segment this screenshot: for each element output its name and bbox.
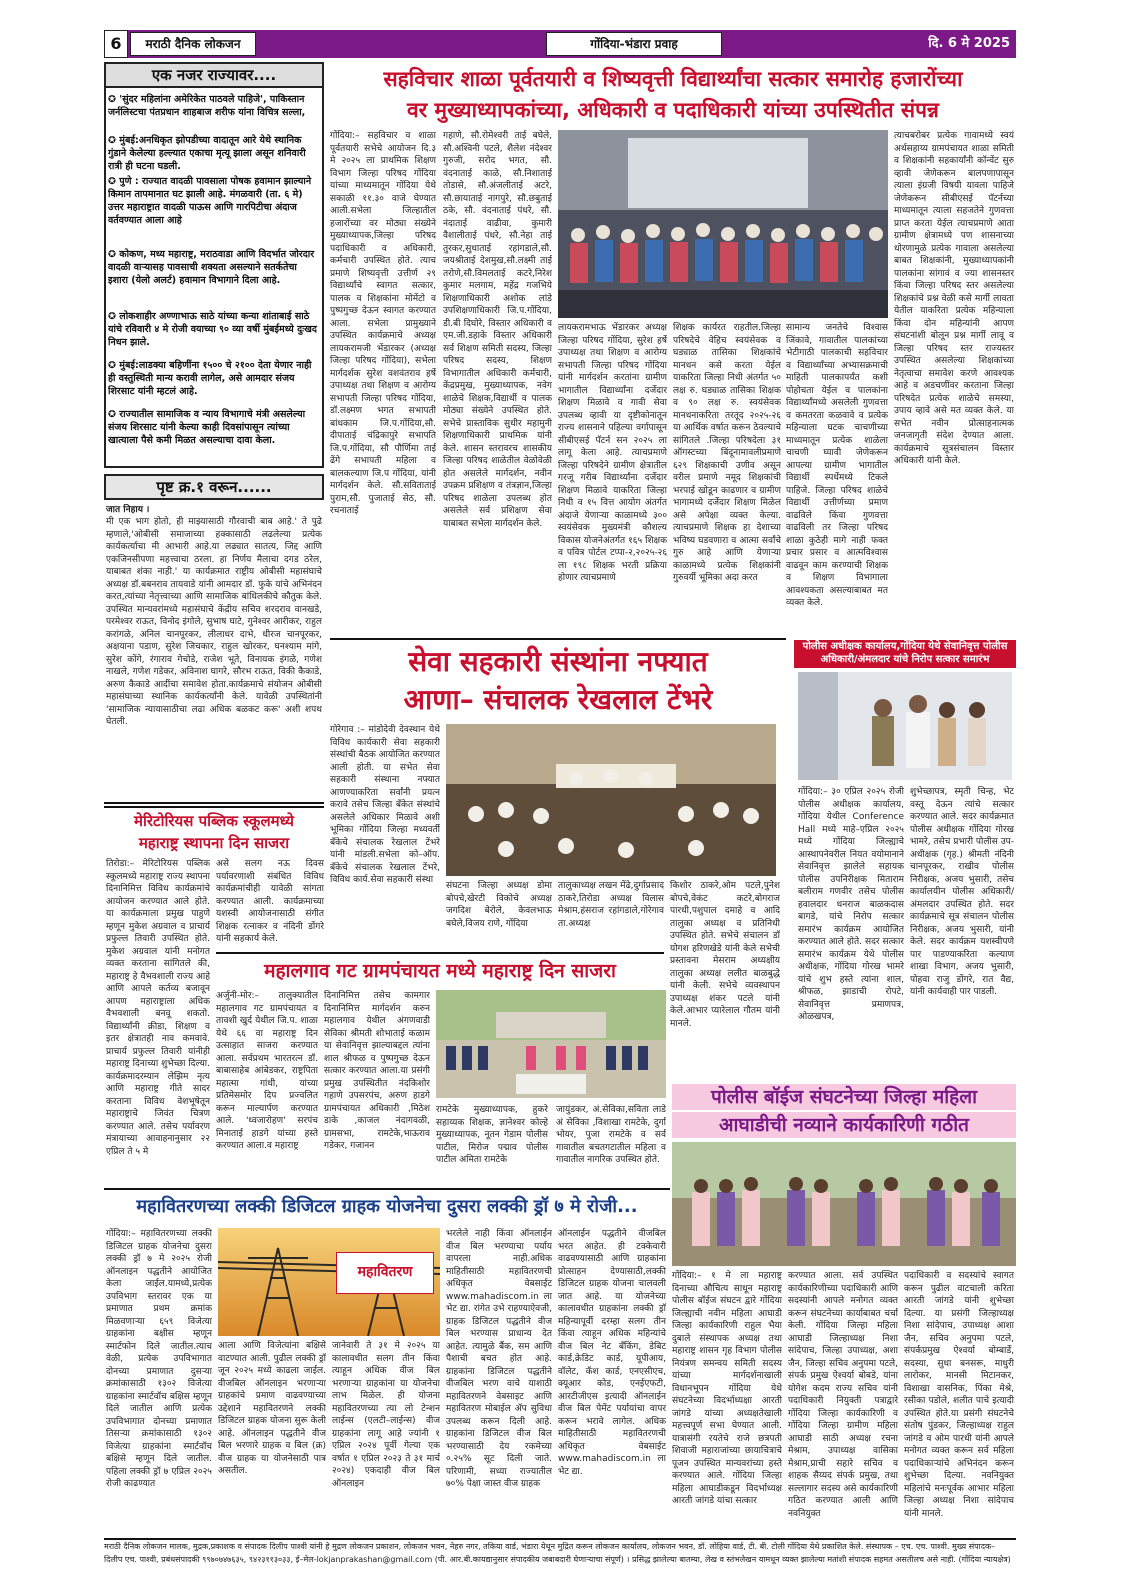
cooperative-story-column: किशोर ठाकरे,ओम पटले,पुनेश बोपचे,वेकंट कटरे,बोगराज पारधी,पशुपाल दमाहे व आदि तालुका अध्यक्ष व प्रतिनिधी उपस्थित होते. सभेचे संचालन डॉ योगश हरिणखेडे यांनी केले सभेची प्रस्तावना मेसराम अध्यक्षीय तालुका अध्यक्ष ललीत बाळबुद्धे यांनी केली. सभेचे व्यवस्थापन उपाध्यक्ष शंकर पटले यांनी केले.आभार प्यारेलाल गौतम यांनी मानले. xyxy=(670,881,780,1029)
main-story-column: गहाणे, सौ.रोमेश्वरी ताई बघेले, सौ.अश्विनी पटले, शैलेश नंदेश्वर गुरुजी, सरोद भगत, सौ. वंदनाताई काळे, सौ.निशाताई तोडासे, सौ.अंजलीताई अटरे, सौ.छायाताई नागपुरे, सौ.छबुताई ठके, सौ. वंदनाताई पंधरे, सौ. नंदाताई वाढीवा, कुमारी वैशालीताई पंधरे, सौ.नेहा ताई तुरकर,सुधाताई रहांगडाले,सौ. जयश्रीताई देशमुख,सौ.लक्ष्मी ताई तरोणे,सौ.विमलताई कटरे,निरेश कुमार मलगाम, महेंद्र गजभिये शिक्षणाधिकारी अशोक लांडे उपशिक्षणाधिकारी जि.प.गोंदिया, डी.बी दिघोरे, विस्तार अधिकारी व एम.जी.डहाके विस्तार अधिकारी सर्व शिक्षण समिती सदस्य, जिल्हा परिषद सदस्य, शिक्षण विभागातील अधिकारी कर्मचारी, केंद्रप्रमुख, मुख्याध्यापक, नवेग शाळेचे शिक्षक,विद्यार्थी व पालक मोठ्या संख्येने उपस्थित होते. सभेचे प्रास्ताविक सुधीर महामुनी शिक्षणाधिकारी प्राथमिक यांनी केले. शासन स्तरावरच शासकीय जिल्हा परिषद शाळेतील वेळोवेळी होत असलेले मार्गदर्शन, नवीन उपक्रम प्रशिक्षण व तंत्रज्ञान,जिल्हा परिषद शाळेला उपलब्ध होत असलेले सर्व प्रशिक्षण सेवा याबाबत सभेला मार्गदर्शन केले. xyxy=(443,131,552,529)
divider xyxy=(104,806,324,808)
state-news-text: मुंबई:लाडक्या बहिणींना १५०० चे २१०० देता येणार नाही ही वस्तुस्थिती मान्य करावी लागेल, असे आमदार संजय शिरसाट यांनी म्हटलं आहे. xyxy=(108,360,312,397)
main-story-column: गोंदिया:– सहविचार व शाळा पूर्वतयारी सभेचे आयोजन दि.३ मे २०२५ ला प्राथमिक शिक्षण विभाग जिल्हा परिषद गोंदिया यांच्या माध्यमातून गोंदिया येथे सकाळी ११.३० वाजे घेण्यात आली.सभेला जिल्हातील हजारोंच्या वर मोठ्या संख्येने मुख्याध्यापक,जिल्हा परिषद पदाधिकारी व अधिकारी, कर्मचारी उपस्थित होते. त्याच प्रमाणे शिष्यवृत्ती उत्तीर्ण २९ विद्यार्थ्यांचे स्वागत सत्कार, पालक व शिक्षकांना मोमेंटो व पुष्पगुच्छ देऊन स्वागत करण्यात आला. सभेला प्रामुख्याने उपस्थित कार्यक्रमाचे अध्यक्ष लायकरामजी भेंडारकर (अध्यक्ष जिल्हा परिषद गोंदिया), सभेला मार्गदर्शक सुरेश वशवंतराव हर्षे उपाध्यक्ष तथा शिक्षण व आरोग्य सभापती जिल्हा परिषद गोंदिया, डॉ.लक्ष्मण भगत सभापती बांधकाम जि.प.गोंदिया,सौ. दीपाताई चंद्रिकापुरे सभापति जि.प.गोंदिया, सौ पौर्णिमा ताई ढेंगे सभापती महिला व बालकल्याण जि.प गोंदिया, यांनी मार्गदर्शन केले. सौ.सविताताई पुराम,सौ. पुजाताई सेठ, सौ. रचनाताई xyxy=(330,131,436,516)
section-title: गोंदिया-भंडारा प्रवाह xyxy=(546,32,722,56)
mahalgaon-story-column: जायुंडकर, अं.सेविका,सविता लाडे अं सेविका ,विशाखा रामटेके, दुर्गा भोयर, पुजा रामटेके व सर्व गावातील बचतगटातील महिला व गावातील नागरिक उपस्थित होते. xyxy=(556,1105,666,1165)
divider xyxy=(104,802,324,804)
state-news-text: लोकशाहीर अण्णाभाऊ साठे यांच्या कन्या शांताबाई साठे यांचे रविवारी ४ मे रोजी वयाच्या ९० व्या वर्षी मुंबईमध्ये दुःखद निधन झाले. xyxy=(108,311,317,348)
police-story-column: शुभेच्छापत्र, स्मृती चिन्ह, भेट वस्तू देऊन त्यांचे सत्कार करण्यात आले. सदर कार्यक्रमात पोलीस अधीक्षक गोंदिया गोरख भामरे, तसेच प्रभारी पोलीस उप-अधीक्षक (गृह.) श्रीमती नंदिनी चानपूरकर, राखीव पोलीस निरीक्षक, अजय भुसारी, तसेच कार्यालयीन पोलीस अधिकारी/अंमलदार उपस्थित होते. सदर कार्यक्रमाचे सूत्र संचालन पोलीस निरीक्षक, अजय भुसारी, यांनी केले. सदर कार्यक्रम यशस्वीपणे पार पाडण्याकरिता कल्याण शाखा विभाग, अजय भुसारी, पोहवा राजु डोंगरे, रात वैद्य, यांनी कार्यवाही पार पाडली. xyxy=(910,787,1014,997)
main-headline-line2: वर मुख्याध्यापकांच्या, अधिकारी व पदाधिकारी यांच्या उपस्थितीत संपन्न xyxy=(406,98,940,122)
state-news-text: कोकण, मध्य महाराष्ट्र, मराठवाडा आणि विदर्भात जोरदार वादळी वाऱ्यासह पावसाची शक्यता असल्याने सतर्कतेचा इशारा (येलो अलर्ट) हवामान विभागाने दिला आहे. xyxy=(108,249,315,286)
school-headline-line1: मेरिटोरियस पब्लिक स्कूलमध्ये xyxy=(134,812,294,830)
state-news-item: ✪ लोकशाहीर अण्णाभाऊ साठे यांच्या कन्या शांताबाई साठे यांचे रविवारी ४ मे रोजी वयाच्या ९० व्या वर्षी मुंबईमध्ये दुःखद निधन झाले. xyxy=(108,311,317,348)
issue-date: दि. 6 मे 2025 xyxy=(928,36,1010,51)
cooperative-headline-line2: आणा– संचालक रेखलाल टेंभरे xyxy=(403,683,713,716)
state-news-item: ✪ कोकण, मध्य महाराष्ट्र, मराठवाडा आणि विदर्भात जोरदार वादळी वाऱ्यासह पावसाची शक्यता असल्याने सतर्कतेचा इशारा (येलो अलर्ट) हवामान विभागाने दिला आहे. xyxy=(108,249,315,286)
police-story-column: गोंदिया:– ३० एप्रिल २०२५ रोजी पोलीस अधीक्षक कार्यालय, गोंदिया येथील Conference Hall मध्ये माहे–एप्रिल २०२५ मध्ये गोंदिया जिल्ह्याचे आस्थापनेवरील नियत वयोमानाने सेवानिवृत्त झालेले सहायक पोलीस उपनिरीक्षक मिताराम बलीराम गणवीर तसेच पोलीस हवालदार धनराज बाळकदास बागडे, यांचे निरोप सत्कार समारंभ कार्यक्रम आयोजित करण्यात आले होते. सदर सत्कार समारंभ कार्यक्रम येथे पोलीस अधीक्षक, गोंदिया गोरख भामरे यांचे शुभ हस्ते त्यांना शाल, श्रीफळ, झाडाची रोपटे, सेवानिवृत्त प्रमाणपत्र, ओळखपत्र, xyxy=(798,787,904,1022)
state-news-item: ✪ मुंबई:अनधिकृत झोपडीच्या वादातून आरे येथे स्थानिक गुंडाने केलेल्या हल्ल्यात एकाचा मृत्यू झाला असून शनिवारी रात्री ही घटना घडली. xyxy=(108,135,306,172)
police-boys-story-column: गोंदिया:– १ मे ला महाराष्ट्र दिनाच्या औचित्य साधून महाराष्ट्र पोलीस बॉईज संघटन द्वारे गोंदिया जिल्ह्याची नवीन महिला आघाडी जिल्हा कार्यकारिणी राहुल भैया दुबाले संस्थापक अध्यक्ष तथा महाराष्ट्र शासन गृह विभाग पोलीस नियंत्रण समन्वय समिती सदस्य यांच्या मार्गदर्शनाखाली विधानभूपन गोंदिया येथे संघटनेच्या विदर्भाध्यक्षा आरती जांगडे यांच्या अध्यक्षतेखाली महत्त्वपूर्ण सभा घेण्यात आली. यात्रासंगी रयतेचे राजे छत्रपती शिवाजी महाराजांच्या छायाचित्राचे पूजन उपस्थित मान्यवरांच्या हस्ते करण्यात आले. गोंदिया जिल्हा महिला आघाडीकडून विदर्भाध्यक्ष आरती जांगडे यांचा सत्कार xyxy=(672,1271,782,1506)
imprint-line2: दिलीप एच. पाश्वी, प्रबंधसंपादकी ९९७०७४७६३५, ९४२३११३०३३, ई–मेल-lokjanprakashan@gmail.com (पी. आर.बी.कायद्यानुसार संपादकीय जबाबदारी घेणाऱ्याचा संपूर्ण) । प्रसिद्ध झालेल्या बातम्या, लेख व स्तंभलेखन यामधून व्यक्त झालेल्या मतांशी संपादक सहमत असतीलच असे नाही. (गोंदिया न्यायक्षेत्र) xyxy=(104,1555,1011,1564)
police-boys-story-column: करण्यात आला. सर्व उपस्थित कार्यकारिणीच्या पदाधिकारी आणि सदस्यांनी आपले मनोगत व्यक्त करून संघटनेच्या कार्याबाबत चर्चा केली. गोंदिया जिल्हा महिला आघाडी जिल्हाध्यक्ष निशा सांदेपाच, जिल्हा उपाध्यक्ष, अशा जैन, जिल्हा सचिव अनुपमा पटले, संपर्क प्रमुख ऐश्वर्या बोबडे, यांना योगेश कदम राज्य सचिव यांनी पदाधिकारी नियुक्ती पत्राद्वारे गोंदिया जिल्हा कार्यकारिणी व गोंदिया जिल्हा ग्रामीण महिला आघाडी साठी अध्यक्ष रचना मेश्राम, उपाध्यक्ष वासिका मेश्राम,प्राची सहारे सचिव व शाहक सैय्यद संपर्क प्रमुख, तथा सल्लागार सदस्य असे कार्यकारिणी गठित करण्यात आली आणि नवनियुक्त xyxy=(788,1271,898,1519)
main-story-column: सामान्य जनतेचे विश्वास जिंकावे, गावातील पालकांच्या भेटीगाठी पालकाची सहविचार व विद्यार्थ्यांच्या अभ्यासक्रमाची माहिती पालकापर्यंत कशी पोहोचता येईल व पालकांना विद्यार्थ्यांमध्ये असलेली गुणवत्ता व कमतरता कळवावे व प्रत्येक महिन्याला घटक चाचणीच्या माध्यमातून प्रत्येक शाळेला चाचणी घ्यावी जेणेकरून आपल्या ग्रामीण भागातील विद्यार्थी स्पर्धेमध्ये टिकले पाहिजे. जिल्हा परिषद शाळेचे विद्यार्थी उत्तीर्णच्या प्रमाण वाढविले किंवा गुणवत्ता वाढविली तर जिल्हा परिषद शाळा कुठेही मागे नाही फक्त प्रचार प्रसार व आत्मविश्वास वाढवून काम करण्याची शिक्षक व शिक्षण विभागाला आवश्यकता असल्याबाबत मत व्यक्त केले. xyxy=(786,323,888,608)
police-tag-line2: अधिकारी/अंमलदार यांचे निरोप सत्कार समारंभ xyxy=(820,654,990,665)
police-boys-headline-line2: आघाडीची नव्याने कार्यकारिणी गठीत xyxy=(672,1112,1016,1138)
divider xyxy=(216,952,664,954)
state-news-title: एक नजर राज्यावर.... xyxy=(104,62,324,88)
main-headline-line1: सहविचार शाळा पूर्वतयारी व शिष्यवृत्ती विद्यार्थ्यांचा सत्कार समारोह हजारोंच्या xyxy=(383,67,963,91)
main-story-column: त्याचबरोबर प्रत्येक गावामध्ये स्वयं अर्थसहाय्य ग्रामपंचायत शाळा समिती व शिक्षकांनी सहकार्यांनी कॉन्वेंट सुरु व्हावी जेणेकरून बालपणापासून त्याला इंग्रजी विषयी यावला पाहिजे जेणेकरून सीबीएसई पॅटर्नच्या माध्यमातून त्याला सहजतेने गुणवत्ता प्राप्त करता येईल त्याचप्रमाणे आता ग्रामीण क्षेत्रामध्ये पण शासनाच्या धोरणामुळे प्रत्येक गावाला असलेल्या बाबत शिक्षकांनी, मुख्याध्यापकांनी पालकांना सांगावं व ज्या शासनस्तर किंवा जिल्हा परिषद स्तर असलेल्या शिक्षकांचे प्रश्न वेळी कसे मार्गी लावता येतील याकरिता प्रत्येक महिन्याला किंवा दोन महिन्यांनी आपण संघटनांशी बोलून प्रश्न मार्गी लावू व जिल्हा परिषद स्तर राज्यस्तर उपस्थित असलेल्या शिक्षकांच्या नेतृत्वाचा समावेश करणे आवश्यक आहे व अडचणींवर करताना जिल्हा परिषदेत प्रत्येक शाळेचे समस्या, उपाय व्हावे असे मत व्यक्त केले. या सभेत नवीन प्रोत्साहनात्मक जनजागृती संदेश देण्यात आला. कार्यक्रमाचे सूत्रसंचालन विस्तार अधिकारी यांनी केले. xyxy=(894,131,1014,466)
state-news-text: 'सुंदर महिलांना अमेरिकेत पाठवले पाहिजे', पाकिस्तान जर्नलिस्टचा पंतप्रधान शाहबाज शरीफ यांना विचित्र सल्ला, xyxy=(108,94,306,118)
imprint-footer xyxy=(104,1538,1016,1584)
main-story-column: शिक्षक कार्यरत राहतील.जिल्हा परिषदेचे वेहिच स्वयंसेवक व घड्याळ तासिका शिक्षकांचे मानधन कसे करता येईल याकरिता जिल्हा निधी अंतर्गत ५० लक्ष रु. घड्याळ तासिका शिक्षक व ९० लक्ष रु. स्वयंसेवक मानधनाकरिता तरतूद २०२५-२६ या आर्थिक वर्षात करून ठेवल्याचे सांगितले .जिल्हा परिषदेला ३१ ऑगस्टच्या बिंदूनामावलीप्रमाणे ६२९ शिक्षकाची उणीव असून वरील प्रमाणे नमूद शिक्षकांची भरपाई खोडून काढणार व ग्रामीण भागामध्ये दर्जेदार शिक्षण मिळेल असे अपेक्षा व्यक्त केल्या. त्याचप्रमाणे शिक्षक हा देशाच्या भविष्य घडवणारा व आत्मा सर्वांचे गुरु आहे आणि येणाऱ्या काळामध्ये प्रत्येक शिक्षकांनी गुरुवर्यी भूमिका अदा करत xyxy=(673,323,781,583)
main-story-column: लायकरामभाऊ भेंडारकर अध्यक्ष जिल्हा परिषद गोंदिया, सुरेश हर्षे उपाध्यक्ष तथा शिक्षण व आरोग्य सभापती जिल्हा परिषद गोंदिया यांनी मार्गदर्शन करतांना ग्रामीण भागातील विद्यार्थ्यांना दर्जेदार शिक्षण मिळावे व गावी सेवा उपलब्ध व्हावी या दृष्टीकोनातून राज्य शासनाने पहिल्या वर्गापासून सीबीएसई पॅटर्न सन २०२५ ला लागू केला आहे. त्याचप्रमाणे जिल्हा परिषदेने ग्रामीण क्षेत्रातील गरजू गरीब विद्यार्थ्यांना दर्जेदार शिक्षण मिळावे याकरिता जिल्हा निधी व १५ वित्त आयोग अंतर्गत अंदाजे येणाऱ्या काळामध्ये ३०० स्वयंसेवक मुख्यमंत्री कौशल्य विकास योजनेअंतर्गत १६५ शिक्षक व पवित्र पोर्टल टप्पा-२,२०२५-२६ ला १९८ शिक्षक भरती प्रक्रिया होणार त्याचप्रमाणे xyxy=(558,323,667,583)
police-boys-headline-line1: पोलीस बॉईज संघटनेच्या जिल्हा महिला xyxy=(672,1084,1016,1110)
police-boys-story-column: पदाधिकारी व सदस्यांचे स्वागत करून पुढील वाटचाली करिता आरती जांगडे यांनी शुभेच्छा दिल्या. या प्रसंगी जिल्हाध्यक्ष निशा सांदेपाच, उपाध्यक्ष आशा जैन, सचिव अनुपमा पटले, संपर्कप्रमुख ऐश्वर्या बोम्बार्डे, सदस्या, सुधा बनसरू, माधुरी लारोकर, मानसी मिटानकर, विशाखा वासनिक, पिंका मेश्रे, रसीका पडोले, शलीत पाचे इत्यादी उपस्थित होते.या प्रसंगी संघटनेचे संतोष पुंडकर, जिल्हाध्यक्ष राहुल जांगडे व ओम पारधी यांनी आपले मनोगत व्यक्त करून सर्व महिला पदाधिकाऱ्यांचे अभिनंदन करून शुभेच्छा दिल्या. नवनियुक्त महिलांचे मनःपूर्वक आभार महिला जिल्हा अध्यक्ष निशा सांदेपाच यांनी मानले. xyxy=(904,1271,1014,1519)
police-photo-art xyxy=(798,672,1012,780)
ceremony-photo-art xyxy=(558,130,888,318)
ceremony-photo xyxy=(558,130,888,318)
power-tower-photo xyxy=(218,1228,440,1336)
divider xyxy=(330,638,786,640)
state-news-text: मुंबई:अनधिकृत झोपडीच्या वादातून आरे येथे स्थानिक गुंडाने केलेल्या हल्ल्यात एकाचा मृत्यू झाला असून शनिवारी रात्री ही घटना घडली. xyxy=(108,135,306,172)
mahavitaran-story-column: भरलेले नाही किंवा ऑनलाईन वीज बिल भरण्याचा पर्याय वापरला नाही.अधिक माहितीसाठी महावितरणची अधिकृत वेबसाईट www.mahadiscom.in ला भेट द्या. रांगेत उभे राहण्याऐवजी, ग्राहक डिजिटल पद्धतीने वीज बिल भरण्यास प्राधान्य देत आहेत. त्यामुळे बैंक, सम आणि पैशाची बचत होत आहे. ग्राहकांना डिजिटल पद्धतीने वीजबिल भरण वाचे याशाठी महावितरणने वेबसाइट आणि महावितरण मोबाईल ॲप सुविधा उपलब्ध करून दिली आहे. ग्राहकांना डिजिटल वीज बिल भरण्यासाठी देय रकमेच्या ०.२५% सूट दिली जाते. परिणामी, सध्या राज्यातील ७०% पेक्षा जास्त वीज ग्राहक xyxy=(446,1229,552,1489)
police-tag xyxy=(794,640,1016,668)
cooperative-story-column: तालुकाध्यक्ष लखन मेंढे,दुर्गाप्रसाद ठाकरे,तिरोडा अध्यक्ष विलास मेश्राम,हंसराज रहांगडाले,गोरेगाव ता.अध्यक्ष xyxy=(558,881,664,929)
mahavitaran-story-column: आला आणि विजेत्यांना बक्षिसे वाटण्यात आली. पुढील लक्की ड्रॉ जून २०२५ मध्ये काढला जाईल. वीजबिल ऑनलाइन भरणाऱ्या ग्राहकांचे प्रमाण वाढवण्याच्या उद्देशाने महावितरणने लक्की डिजिटल ग्राहक योजना सुरू केली आहे. ऑनलाइन पद्धतीने वीज बिल भरणारे ग्राहक व बिल (क्र) वीज ग्राहक या योजनेसाठी पात्र असतील. xyxy=(218,1341,326,1476)
women-wing-photo xyxy=(672,1142,1016,1266)
imprint-line1: मराठी दैनिक लोकजन मालक, मुद्रक,प्रकाशक व संपादक दिलीप पाश्वी यांनी हे मुद्रण लोकजन प्रकाशन, लोकजन भवन, नेहरु नगर, तकिया वार्ड, भंडारा येथून मुद्रित करून लोकजन कार्यालय, लोकजन भवन, डॉ. लोहिया वार्ड, टी. बी. टोली गोंदिया येथे प्रकाशित केले. संस्थापक – एच. एच. पाश्वी. मुख्य संपादक– xyxy=(104,1542,996,1551)
police-tag-line1: पोलीस अधीक्षक कार्यालय,गोंदिया येथे सेवानिवृत्त पोलीस xyxy=(802,641,1008,652)
flag-hoisting-photo xyxy=(436,990,666,1098)
meeting-photo-art xyxy=(446,724,776,876)
state-news-text: पुणे : राज्यात वादळी पावसाला पोषक हवामान झाल्याने किमान तापमानात घट झाली आहे. मंगळवारी (ता. ६ मे) उत्तर महाराष्ट्रात वादळी पाऊस आणि गारपिटीचा अंदाज वर्तवण्यात आला आहे xyxy=(108,176,312,226)
state-news-item: ✪ राज्यातील सामाजिक व न्याय विभागाचे मंत्री असलेल्या संजय शिरसाट यांनी केल्या काही दिवसांपासून त्यांच्या खात्याला पैसे कमी मिळत असल्याचा दावा केला. xyxy=(108,409,306,446)
mahalgaon-story-column: रामटेके मुख्याध्यापक, हुकरे सहाय्यक शिक्षक, ज्ञानेश्वर कोल्हे मुख्याध्यापक, नूतन गेडाम पोलीस पाटील, मिरोज पद्माव पोलीस पाटील अमिता रामटेके xyxy=(436,1105,548,1165)
school-headline-line2: महाराष्ट्र स्थापना दिन साजरा xyxy=(138,834,290,852)
meeting-photo xyxy=(446,724,776,876)
women-wing-photo-art xyxy=(672,1142,1016,1266)
school-story-column: तिरोडा:– मेरिटोरियस पब्लिक स्कूलमध्ये महाराष्ट्र राज्य स्थापना दिनानिमित्त विविध कार्यक्रमांचे आयोजन करण्यात आले होते. या कार्यक्रमाला प्रमुख पाहुणे म्हणून मुकेश अग्रवाल व प्राचार्य प्रफुल्ल तिवारी उपस्थित होते. मुकेश अग्रवाल यांनी मनोगत व्यक्त करताना सांगितले की, महाराष्ट्र हे वैभवशाली राज्य आहे आणि आपले कर्तव्य बजावून आपण महाराष्ट्राला अधिक वैभवशाली बनवू शकतो. विद्यार्थ्यांनी क्रीडा, शिक्षण व इतर क्षेत्रातही नाव कमवावे. प्राचार्य प्रफुल्ल तिवारी यांनीही महाराष्ट्र दिनाच्या शुभेच्छा दिल्या. कार्यक्रमादरम्यान लेझिम नृत्य आणि महाराष्ट्र गीते सादर करताना विविध वेशभूषेतून महाराष्ट्राचे जिवंत चित्रण करण्यात आले. तसेच पर्यावरण मंत्रायाच्या आवाहनानुसार २२ एप्रिल ते ५ मे xyxy=(106,859,210,1157)
state-news-item: ✪ पुणे : राज्यात वादळी पावसाला पोषक हवामान झाल्याने किमान तापमानात घट झाली आहे. मंगळवारी (ता. ६ मे) उत्तर महाराष्ट्रात वादळी पाऊस आणि गारपिटीचा अंदाज वर्तवण्यात आला आहे xyxy=(108,176,312,226)
state-news-item: ✪ 'सुंदर महिलांना अमेरिकेत पाठवले पाहिजे', पाकिस्तान जर्नलिस्टचा पंतप्रधान शाहबाज शरीफ यांना विचित्र सल्ला, xyxy=(108,94,306,118)
cooperative-headline-line1: सेवा सहकारी संस्थांना नफ्यात xyxy=(408,645,708,678)
flag-hoisting-photo-art xyxy=(436,990,666,1098)
police-felicitation-photo xyxy=(798,672,1012,780)
mahavitaran-logo: महावितरण xyxy=(336,1252,434,1294)
school-story-column: असे सलग नऊ दिवस पर्यावरणाशी संबंधित विविध कार्यक्रमांचीही यावेळी सांगता करण्यात आली. कार्यक्रमाच्या यशस्वी आयोजनासाठी संगीत शिक्षक रत्नाकर व नंदिनी डोंगरे यांनी सहकार्य केले. xyxy=(216,859,324,944)
mahalgaon-headline: महालगाव गट ग्रामपंचायत मध्ये महाराष्ट्र दिन साजरा xyxy=(264,960,616,982)
state-news-item: ✪ मुंबई:लाडक्या बहिणींना १५०० चे २१०० देता येणार नाही ही वस्तुस्थिती मान्य करावी लागेल, असे आमदार संजय शिरसाट यांनी म्हटलं आहे. xyxy=(108,360,312,397)
mahavitaran-headline: महावितरणच्या लक्की डिजिटल ग्राहक योजनेचा दुसरा लक्की ड्रॉ ७ मे रोजी... xyxy=(136,1196,638,1217)
continued-subhead: जात निहाय । xyxy=(106,505,150,515)
cooperative-story-column: गोरेगाव :– मांडोदेवी देवस्थान येथे विविध कार्यकारी सेवा सहकारी संस्थांची बैठक आयोजित करण्यात आली होती. या सभेत सेवा सहकारी संस्थाना नफ्यात आणण्याकरिता सर्वांनी प्रयत्न करावे तसेच जिल्हा बँकेत संस्थांचे असलेले अधिकार मिळावे अशी भूमिका गोंदिया जिल्हा मध्यवर्ती बँकेचे संचालक रेखलाल टेंभरे यांनी मांडली.सभेला को–ऑप. बँकेचे संचालक रेखलाल टेंभरे, विविध कार्य.सेवा सहकारी संस्था xyxy=(330,725,440,885)
divider xyxy=(104,1188,670,1190)
mahavitaran-story-column: ऑनलाईन पद्धतीने वीजबिल भरत आहेत. ही टक्केवारी वाढवण्यासाठी आणि ग्राहकांना प्रोत्साहन देण्यासाठी,लक्की डिजिटल ग्राहक योजना चालवली जात आहे. या योजनेच्या कालावधीत ग्राहकांना लक्की ड्रॉ महिन्यापूर्वी दरम्हा सलग तीन किंवा त्याहून अधिक महिन्यांचे वीज बिल नेट बँकिंग, डेबिट कार्ड,क्रेडिट कार्ड, यूपीआय, वॉलेट, कॅश कार्ड, एनएसीएच, क्यूआर कोड, एनईएफटी, आरटीजीएस इत्यादी ऑनलाईन वीज बिल पेमेंट पर्यायांचा वापर करून भरावे लागेल. अधिक माहितीसाठी महावितरणची अधिकृत वेबसाईट www.mahadiscom.in ला भेट द्या. xyxy=(558,1229,666,1477)
cooperative-story-column: संघटना जिल्हा अध्यक्ष डोमा बोपचे,खेरटी विकोचे अध्यक्ष जगदिश बेरोले, केवलभाऊ बघेले,विजय राणे, गोंदिया xyxy=(446,881,552,929)
mahavitaran-story-column: गोंदिया:– महावितरणच्या लक्की डिजिटल ग्राहक योजनेचा दुसरा लक्की ड्रॉ ७ मे २०२५ रोजी ऑनलाइन पद्धतीने आयोजित केला जाईल.यामध्ये,प्रत्येक उपविभाग स्तरावर एक या प्रमाणात प्रथम क्रमांक मिळवणाऱ्या ६५९ विजेत्या ग्राहकांना बक्षीस म्हणून स्मार्टफोन दिले जातील.त्याच वेळी, प्रत्येक उपविभागात दोनच्या प्रमाणात दुसऱ्या क्रमांकासाठी १३०२ विजेत्या ग्राहकांना स्मार्टवॉच बक्षिस म्हणून दिले जातील आणि प्रत्येक उपविभागात दोनच्या प्रमाणात तिसऱ्या क्रमांकासाठी १३०२ विजेत्या ग्राहकांना स्मार्टवॉच बक्षिसे म्हणून दिले जातील. पहिला लक्की ड्रॉ ७ एप्रिल २०२५ रोजी काढण्यात xyxy=(106,1229,212,1489)
mahalgaon-story-column: अर्जुनी-मोर:– तालुक्यातील महालगाव गट ग्रामपंचायत व तावशी खुर्द येथील जि.प. शाळा येथे ६६ वा महाराष्ट्र दिन उत्साहात साजरा करण्यात आला. सर्वप्रथम भारतरत्न डॉ. बाबासाहेब आंबेडकर, राष्ट्रपिता महात्मा गांधी, यांच्या प्रतिमेसमोर दिप प्रज्वलित करून माल्यार्पण करण्यात आले. 'ध्वजारोहण' सरपंच मिनाताई हाडगे यांच्या हस्ते करण्यात आला.व महाराष्ट्र xyxy=(216,991,318,1151)
mahalgaon-story-column: दिनानिमित्त तसेच कामगार दिनानिमित्त मार्गदर्शन करुन महालगाव येथील अंगणवाडी सेविका श्रीमती शोभाताई कळाम या सेवानिवृत्त झाल्याबद्दल त्यांना शाल श्रीफळ व पुष्पगुच्छ देऊन सत्कार करण्यात आला.या प्रसंगी प्रमुख उपस्थितीत नंदकिशोर गहाणे उपसरपंच, अरुण हाडगे ग्रामपंचायत अधिकारी ,मिठेश डाके ,काजल नंदागवळी, ग्रामसभा, रामटेके,भाऊराव गडेकर, गजानन xyxy=(324,991,430,1151)
mahavitaran-story-column: जानेवारी ते ३१ मे २०२५ या कालावधीत सलग तीन किंवा त्याहून अधिक वीज बिल भरणाऱ्या ग्राहकांना या योजनेचा लाभ मिळेल. ही योजना महावितरणच्या त्या लो टेन्शन लाईन्स (एलटी–लाईन्स) वीज ग्राहकांना लागू आहे ज्यांनी १ एप्रिल २०२४ पूर्वी गेल्या एक वर्षात १ एप्रिल २०२३ ते ३१ मार्च २०२४) एकदाही वीज बिल ऑनलाइन xyxy=(332,1341,440,1489)
continued-heading: पृष्ट क्र.१ वरून...... xyxy=(104,474,324,500)
state-news-text: राज्यातील सामाजिक व न्याय विभागाचे मंत्री असलेल्या संजय शिरसाट यांनी केल्या काही दिवसांपासून त्यांच्या खात्याला पैसे कमी मिळत असल्याचा दावा केला. xyxy=(108,409,306,446)
continued-text: मी एक भाग होतो, ही माझ्यासाठी गौरवाची बाब आहे.' ते पुढे म्हणाले,'ओबीसी समाजाच्या हक्कासाठी लढलेल्या प्रत्येक कार्यकर्त्याचा मी आभारी आहे.या लढ्यात सातत्य, जिद्द आणि एकजिनसीपणा महत्त्वाचा ठरला. हा निर्णय मैलाचा दगड ठरेल, याबाबत शंका नाही.' या कार्यक्रमात राष्ट्रीय ओबीसी महासंघाचे अध्यक्ष डॉ.बबनराव तायवाडे यांनी आमदार डॉ. फुके यांचे अभिनंदन करत,त्यांच्या नेतृत्त्वाच्या आणि सामाजिक बांधिलकीचे कौतुक केले. उपस्थित मान्यवरांमध्ये महासंघाचे केंद्रीय सचिव शरदराव वानखडे, परमेश्वर राऊत, विनोद इंगोले, सुभाष घाटे, गुनेश्वर आरीकर, राहुल करांगळे, अनिल चानपूरकर, लीलाधर दाभे, धीरज चानपूरकर, अक्षयाना पडाण, सुरेश जिचकार, राहुल खोरकर, घनश्याम मांगे, सुरेश कोंगे, रंगाराव गेचोडे, राजेश भूते, विनायक इंगळे, गणेश नाखले, गणेश गडेकर, अविनाश घागरे, सौरभ राऊत, विकी कैकाडे, अरुण कैकाडे आदींचा समावेश होता.कार्यक्रमाचे संयोजन ओबीसी महासंघाच्या स्थानिक कार्यकर्त्यांनी केले. यावेळी उपस्थितांनी 'सामाजिक न्यायासाठीचा लढा अधिक बळकट करू' अशी शपथ घेतली. xyxy=(106,517,322,727)
paper-name: मराठी दैनिक लोकजन xyxy=(130,32,256,56)
page-number: 6 xyxy=(104,30,128,58)
